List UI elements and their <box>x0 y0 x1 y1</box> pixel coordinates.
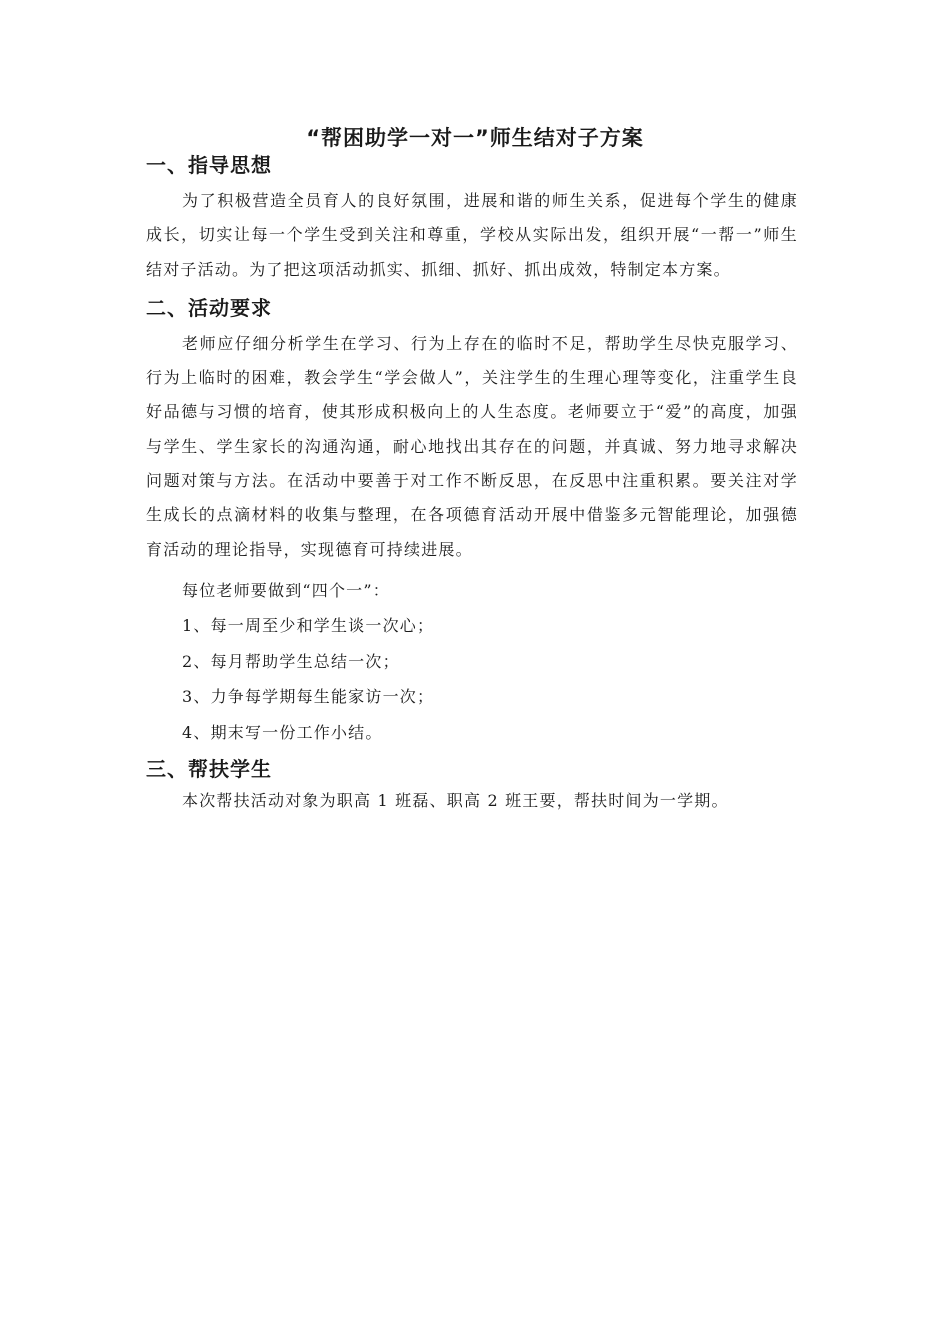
section-heading: 三、帮扶学生 <box>146 757 272 782</box>
list-item: 4、期末写一份工作小结。 <box>182 722 383 742</box>
list-item: 2、每月帮助学生总结一次； <box>182 651 400 671</box>
paragraph: 为了积极营造全员育人的良好氛围，进展和谐的师生关系，促进每个学生的健康成长，切实让每一个学生受到关注和尊重，学校从实际出发，组织开展“一帮一”师生结对子活动。为了把这项活动抓实、抓细、抓好、抓出成效，特制定本方案。 <box>146 191 798 279</box>
section-heading: 二、活动要求 <box>146 295 272 320</box>
section-assisted-students <box>146 754 798 818</box>
document-title: “帮困助学一对一”师生结对子方案 <box>306 126 644 150</box>
paragraph: 本次帮扶活动对象为职高 1 班磊、职高 2 班王要，帮扶时间为一学期。 <box>182 791 729 811</box>
list-intro: 每位老师要做到“四个一”： <box>182 580 390 600</box>
section-activity-requirements <box>146 293 798 755</box>
document-body <box>146 150 798 819</box>
requirements-list <box>146 608 798 750</box>
paragraph: 老师应仔细分析学生在学习、行为上存在的临时不足，帮助学生尽快克服学习、行为上临时的困难，教会学生“学会做人”，关注学生的生理心理等变化，注重学生良好品德与习惯的培育，使其形成积极向上的人生态度。老师要立于“爱”的高度，加强与学生、学生家长的沟通沟通，耐心地找出其存在的问题，并真诚、努力地寻求解决问题对策与方法。在活动中要善于对工作不断反思，在反思中注重积累。要关注对学生成长的点滴材料的收集与整理，在各项德育活动开展中借鉴多元智能理论，加强德育活动的理论指导，实现德育可持续进展。 <box>146 333 798 559</box>
section-guiding-thought <box>146 150 798 287</box>
list-item: 3、力争每学期每生能家访一次； <box>182 687 435 707</box>
list-item: 1、每一周至少和学生谈一次心； <box>182 616 435 636</box>
section-heading: 一、指导思想 <box>146 153 272 177</box>
